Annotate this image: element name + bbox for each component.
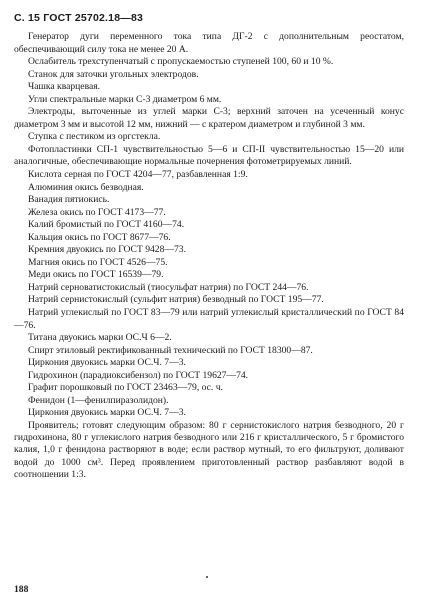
list-item: Натрий углекислый по ГОСТ 83—79 или натрий углекислый кристаллический по ГОСТ 84—76.	[14, 307, 404, 331]
list-item: Ступка с пестиком из оргстекла.	[28, 131, 161, 143]
page-number: 188	[14, 584, 29, 595]
list-item: Кальция окись по ГОСТ 8677—76.	[28, 231, 171, 243]
page-mark	[206, 576, 208, 578]
list-item: Ванадия пятиокись.	[28, 194, 110, 206]
list-item: Натрий серноватистокислый (тиосульфат натрия) по ГОСТ 244—76.	[28, 281, 309, 293]
list-item: Кислота серная по ГОСТ 4204—77, разбавленная 1:9.	[28, 169, 248, 181]
list-item: Ослабитель трехступенчатый с пропускаемостью ступеней 100, 60 и 10 %.	[28, 56, 334, 68]
list-item: Магния окись по ГОСТ 4526—75.	[28, 256, 168, 268]
document-page	[14, 10, 406, 481]
list-item: Циркония двуокись марки ОС.Ч. 7—3.	[28, 407, 186, 419]
list-item: Электроды, выточенные из углей марки С-3; верхний заточен на усеченный конус диаметром 3 мм и высотой 12 мм, нижний — с кратером диаметром и глубиной 3 мм.	[14, 106, 404, 130]
list-item: Спирт этиловый ректификованный технический по ГОСТ 18300—87.	[28, 344, 313, 356]
equipment-list	[14, 31, 406, 481]
list-item: Гидрохинон (парадиоксибензол) по ГОСТ 19627—74.	[28, 369, 249, 381]
list-item: Фотопластинки СП-1 чувствительностью 5—6 и СП-II чувствительностью 15—20 или аналогичные, обеспечивающие нормальные почернения фотометрируемых линий.	[14, 143, 404, 168]
list-item: Меди окись по ГОСТ 16539—79.	[28, 269, 164, 281]
list-item: Циркония двуокись марки ОС.Ч. 7—3.	[28, 357, 186, 369]
list-item: Угли спектральные марки С-3 диаметром 6 мм.	[28, 93, 222, 105]
list-item: Фенидон (1—фенилпиразолидон).	[28, 394, 169, 406]
list-item: Генератор дуги переменного тока типа ДГ-2 с дополнительным реостатом, обеспечивающий силу тока не менее 20 А.	[14, 31, 404, 55]
list-item: Станок для заточки угольных электродов.	[28, 68, 199, 80]
list-item: Калий бромистый по ГОСТ 4160—74.	[28, 219, 185, 231]
page-header: С. 15 ГОСТ 25702.18—83	[14, 12, 144, 24]
list-item: Натрий сернистокислый (сульфит натрия) безводный по ГОСТ 195—77.	[28, 294, 324, 306]
list-item: Алюминия окись безводная.	[28, 181, 144, 193]
list-item: Железа окись по ГОСТ 4173—77.	[28, 206, 166, 218]
list-item: Кремния двуокись по ГОСТ 9428—73.	[28, 244, 186, 256]
list-item: Проявитель; готовят следующим образом: 80 г сернистокислого натрия безводного, 20 г гидрохинона, 80 г углекислого натрия безводного или 216 г кристаллического, 5 г бромистого калия, 1,0 г фенидона растворяют в воде; если раствор мутный, то его фильтруют, доливают водой до 1000 см³. Перед проявлением приготовленный раствор разбавляют водой в соотношении 1:3.	[14, 419, 404, 480]
list-item: Чашка кварцевая.	[28, 81, 101, 93]
list-item: Графит порошковый по ГОСТ 23463—79, ос. ч.	[28, 382, 223, 394]
list-item: Титана двуокись марки ОС.Ч 6—2.	[28, 332, 172, 344]
